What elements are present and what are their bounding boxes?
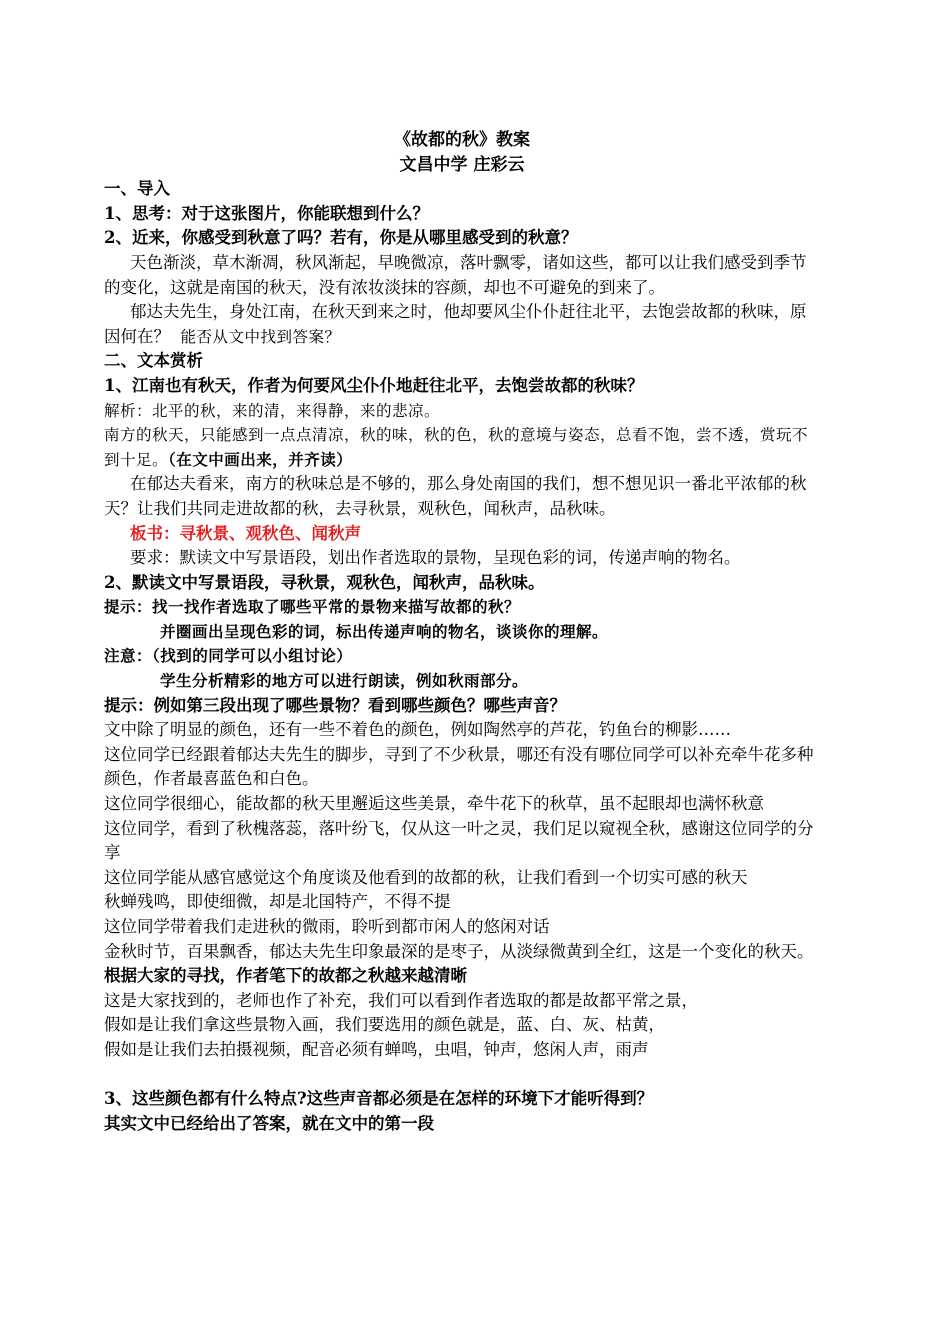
paragraph-yu-dafu	[104, 300, 820, 349]
summary-line-1: 这是大家找到的，老师也作了补充，我们可以看到作者选取的都是故都平常之景，	[104, 990, 698, 1010]
tip-1-continued: 并圈画出呈现色彩的词，标出传递声响的物名，谈谈你的理解。	[160, 622, 609, 641]
answer-text: 其实文中已经给出了答案，就在文中的第一段	[104, 1113, 434, 1133]
section-heading-analysis: 二、文本赏析	[104, 351, 203, 371]
discussion-line-1: 文中除了明显的颜色，还有一些不着色的颜色，例如陶然亭的芦花，钓鱼台的柳影……	[104, 720, 731, 740]
question-5: 3、这些颜色都有什么特点?这些声音都必须是在怎样的环境下才能听得到？	[104, 1089, 654, 1109]
document-title: 《故都的秋》教案	[394, 130, 530, 150]
blank-line	[104, 1063, 820, 1088]
question-3: 1、江南也有秋天，作者为何要风尘仆仆地赶往北平，去饱尝故都的秋味？	[104, 375, 644, 395]
tip-2: 提示：例如第三段出现了哪些景物？看到哪些颜色？哪些声音？	[104, 695, 566, 715]
requirement-text: 要求：默读文中写景语段，划出作者选取的景物，呈现色彩的词，传递声响的物名。	[130, 548, 741, 568]
discussion-line-3: 这位同学很细心，能故都的秋天里邂逅这些美景，牵牛花下的秋草，虽不起眼却也满怀秋意	[104, 794, 764, 814]
summary-line-2: 假如是让我们拿这些景物入画，我们要选用的颜色就是，蓝、白、灰、枯黄，	[104, 1015, 665, 1035]
paragraph-yu-dafu-text: 郁达夫先生，身处江南，在秋天到来之时，他却要风尘仆仆赶往北平，去饱尝故都的秋味，原因何在？	[104, 302, 807, 346]
section-heading-intro: 一、导入	[104, 179, 170, 199]
blackboard-notes: 板书：寻秋景、观秋色、闻秋声	[130, 523, 361, 543]
discussion-line-5: 这位同学能从感官感觉这个角度谈及他看到的故都的秋，让我们看到一个切实可感的秋天	[104, 867, 748, 887]
south-autumn-note: （在文中画出来，并齐读）	[168, 450, 353, 469]
south-autumn-body: 南方的秋天，只能感到一点点清凉，秋的味，秋的色，秋的意境与姿态，总看不饱，尝不透，赏玩不到十足。	[104, 426, 809, 469]
discussion-line-4: 这位同学，看到了秋槐落蕊，落叶纷飞，仅从这一叶之灵，我们足以窥视全秋，感谢这位同学的分享	[104, 818, 814, 863]
tip-1: 提示：找一找作者选取了哪些平常的景物来描写故都的秋？	[104, 598, 521, 617]
discussion-line-6: 秋蝉残鸣，即使细微，却是北国特产，不得不提	[104, 892, 451, 912]
paragraph-north-autumn: 在郁达夫看来，南方的秋味总是不够的，那么身处南国的我们，想不想见识一番北平浓郁的秋天？让我们共同走进故都的秋，去寻秋景，观秋色，闻秋声，品秋味。	[104, 474, 807, 518]
analysis-text: 解析：北平的秋，来的清，来得静，来的悲凉。	[104, 401, 441, 420]
summary-heading: 根据大家的寻找，作者笔下的故都之秋越来越清晰	[104, 966, 467, 986]
note-1: 注意：（找到的同学可以小组讨论）	[104, 647, 353, 666]
document-body	[104, 128, 820, 1136]
discussion-line-7: 这位同学带着我们走进秋的微雨，聆听到都市闲人的悠闲对话	[104, 917, 550, 936]
summary-line-3: 假如是让我们去拍摄视频，配音必须有蝉鸣，虫唱，钟声，悠闲人声，雨声	[104, 1039, 649, 1059]
paragraph-yu-dafu-question: 能否从文中找到答案？	[180, 327, 341, 346]
paragraph-autumn-signs: 天色渐淡，草木渐凋，秋风渐起，早晚微凉，落叶飘零，诸如这些，都可以让我们感受到季节的变化，这就是南国的秋天，没有浓妆淡抹的容颜，却也不可避免的到来了。	[104, 252, 807, 297]
note-1-continued: 学生分析精彩的地方可以进行朗读，例如秋雨部分。	[160, 672, 529, 691]
question-2: 2、近来，你感受到秋意了吗？若有，你是从哪里感受到的秋意？	[104, 228, 578, 248]
south-autumn-text	[104, 423, 820, 472]
discussion-line-2: 这位同学已经跟着郁达夫先生的脚步，寻到了不少秋景，哪还有没有哪位同学可以补充牵牛花多种颜色，作者最喜蓝色和白色。	[104, 744, 814, 789]
question-4: 2、默读文中写景语段，寻秋景，观秋色，闻秋声，品秋味。	[104, 572, 545, 592]
document-author: 文昌中学 庄彩云	[399, 154, 525, 175]
question-1: 1、思考：对于这张图片，你能联想到什么？	[104, 203, 429, 223]
discussion-line-8: 金秋时节，百果飘香，郁达夫先生印象最深的是枣子，从淡绿微黄到全红，这是一个变化的秋天。	[104, 941, 814, 961]
